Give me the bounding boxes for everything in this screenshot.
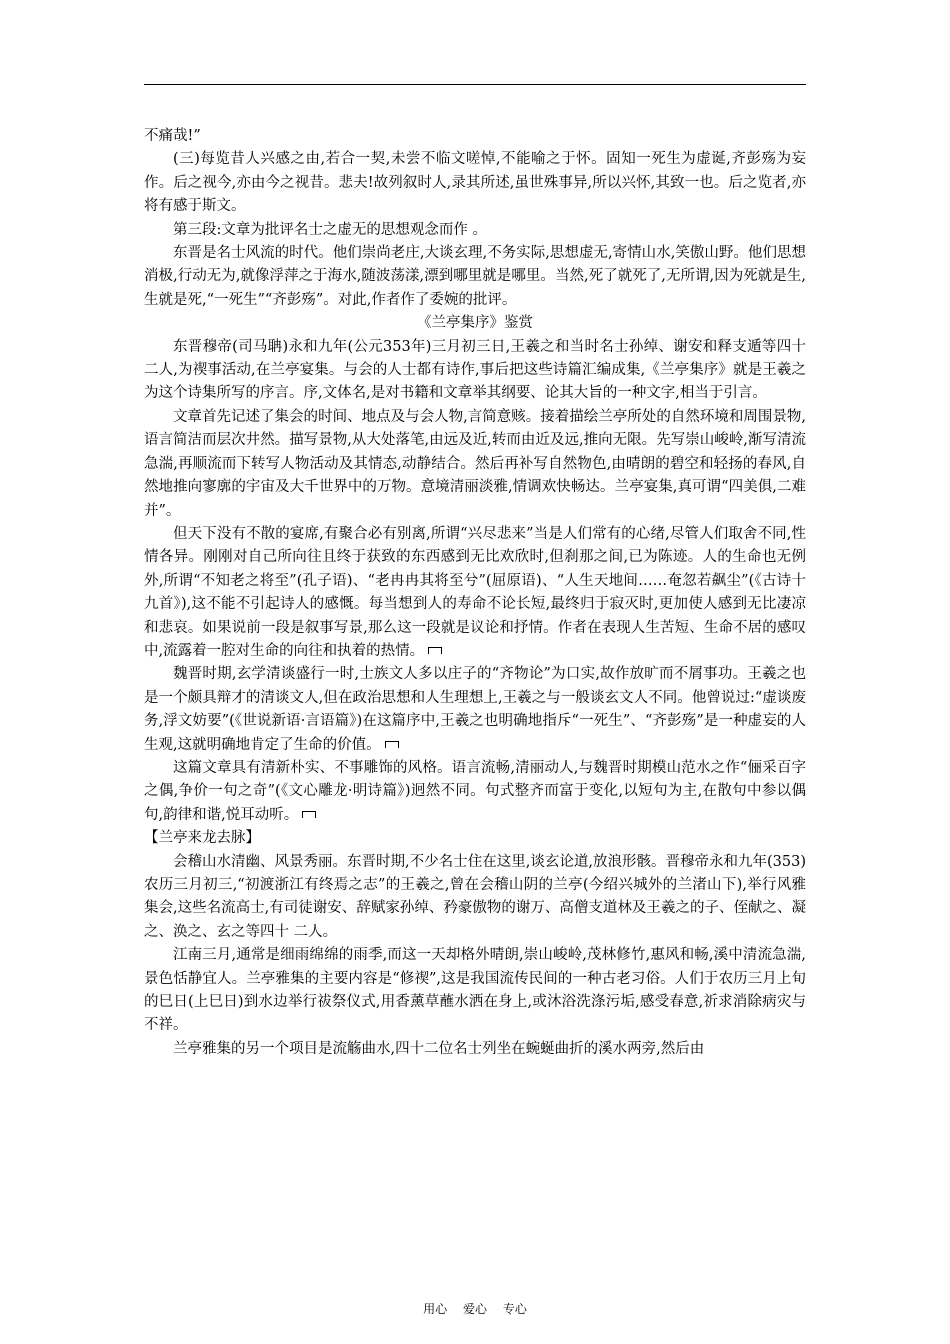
paragraph-mark-icon — [385, 741, 399, 748]
footer-text: 爱心 — [462, 1302, 487, 1316]
text-paragraph: 东晋是名士风流的时代。他们崇尚老庄,大谈玄理,不务实际,思想虚无,寄情山水,笑傲山野。他们思想消极,行动无为,就像浮萍之于海水,随波荡漾,漂到哪里就是哪里。当然,死了就死了,无所谓,因为死就是生,生就是死,“一死生”“齐彭殇”。对此,作者作了委婉的批评。 — [144, 245, 806, 308]
paragraph-text: 这篇文章具有清新朴实、不事雕饰的风格。语言流畅,清丽动人,与魏晋时期模山范水之作“俪采百字之偶,争价一句之奇”(《文心雕龙·明诗篇》)迥然不同。句式整齐而富于变化,以短句为主,在散句中参以偶句,韵律和谐,悦耳动听。 — [144, 759, 806, 823]
text-paragraph: 会稽山水清幽、风景秀丽。东晋时期,不少名士住在这里,谈玄论道,放浪形骸。晋穆帝永和九年(353)农历三月初三,“初渡浙江有终焉之志”的王羲之,曾在会稽山阴的兰亭(今绍兴城外的兰渚山下),举行风雅集会,这些名流高士,有司徒谢安、辞赋家孙绰、矜豪傲物的谢万、高僧支道林及王羲之的子、侄献之、凝之、涣之、玄之等四十 二人。 — [144, 853, 806, 940]
section-heading: 第三段:文章为批评名士之虚无的思想观念而作 。 — [173, 221, 487, 238]
paragraph-text: 魏晋时期,玄学清谈盛行一时,士族文人多以庄子的“齐物论”为口实,故作放旷而不屑事功。王羲之也是一个颇具辩才的清谈文人,但在政治思想和人生理想上,王羲之与一般谈玄文人不同。他曾说过:“虚谈废务,浮文妨要”(《世说新语·言语篇》)在这篇序中,王羲之也明确地指斥“一死生”、“齐彭殇”是一种虚妄的人生观,这就明确地肯定了生命的价值。 — [144, 666, 806, 753]
page-footer — [0, 1300, 950, 1317]
header-rule — [144, 84, 806, 85]
article-title: 《兰亭集序》鉴赏 — [417, 315, 533, 332]
paragraph-text: 但天下没有不散的宴席,有聚合必有别离,所谓“兴尽悲来”当是人们常有的心绪,尽管人们取舍不同,性情各异。刚刚对自己所向往且终于获致的东西感到无比欢欣时,但刹那之间,已为陈迹。人的生命也无例外,所谓“不知老之将至”(孔子语)、“老冉冉其将至兮”(屈原语)、“人生天地间……奄忽若飙尘”(《古诗十九首》),这不能不引起诗人的感慨。每当想到人的寿命不论长短,最终归于寂灭时,更加使人感到无比凄凉和悲哀。如果说前一段是叙事写景,那么这一段就是议论和抒情。作者在表现人生苦短、生命不居的感叹中,流露着一腔对生命的向往和执着的热情。 — [144, 525, 806, 659]
section-heading: 【兰亭来龙去脉】 — [144, 830, 260, 847]
text-paragraph: (三)每览昔人兴感之由,若合一契,未尝不临文嗟悼,不能喻之于怀。固知一死生为虚诞,齐彭殇为妄作。后之视今,亦由今之视昔。悲夫!故列叙时人,录其所述,虽世殊事异,所以兴怀,其致一也。后之览者,亦将有感于斯文。 — [144, 151, 806, 215]
footer-text: 用心 — [423, 1302, 448, 1316]
footer-text: 专心 — [502, 1302, 527, 1316]
paragraph-mark-icon — [302, 811, 316, 818]
text-paragraph: 兰亭雅集的另一个项目是流觞曲水,四十二位名士列坐在蜿蜒曲折的溪水两旁,然后由 — [173, 1040, 705, 1057]
text-paragraph: 东晋穆帝(司马聃)永和九年(公元353年)三月初三日,王羲之和当时名士孙绰、谢安和释支遁等四十二人,为禊事活动,在兰亭宴集。与会的人士都有诗作,事后把这些诗篇汇编成集,《兰亭集序》就是王羲之为这个诗集所写的序言。序,文体名,是对书籍和文章举其纲要、论其大旨的一种文字,相当于引言。 — [144, 338, 806, 402]
text-paragraph — [144, 757, 806, 827]
text-paragraph: 文章首先记述了集会的时间、地点及与会人物,言简意赅。接着描绘兰亭所处的自然环境和周围景物,语言简洁而层次井然。描写景物,从大处落笔,由远及近,转而由近及远,推向无限。先写崇山峻岭,渐写清流急湍,再顺流而下转写人物活动及其情态,动静结合。然后再补写自然物色,由晴朗的碧空和轻扬的春风,自然地推向寥廓的宇宙及大千世界中的万物。意境清丽淡雅,情调欢快畅达。兰亭宴集,真可谓“四美俱,二难并”。 — [144, 408, 806, 519]
document-body — [144, 125, 806, 1061]
paragraph-mark-icon — [428, 647, 442, 654]
text-paragraph — [144, 523, 806, 663]
text-paragraph — [144, 663, 806, 757]
text-paragraph: 江南三月,通常是细雨绵绵的雨季,而这一天却格外晴朗,崇山峻岭,茂林修竹,惠风和畅,溪中清流急湍,景色恬静宜人。兰亭雅集的主要内容是“修禊”,这是我国流传民间的一种古老习俗。人们于农历三月上旬的巳日(上巳日)到水边举行祓祭仪式,用香薰草蘸水洒在身上,或沐浴洗涤污垢,感受春意,祈求消除病灾与不祥。 — [144, 947, 806, 1034]
text-paragraph: 不痛哉!” — [144, 128, 201, 144]
